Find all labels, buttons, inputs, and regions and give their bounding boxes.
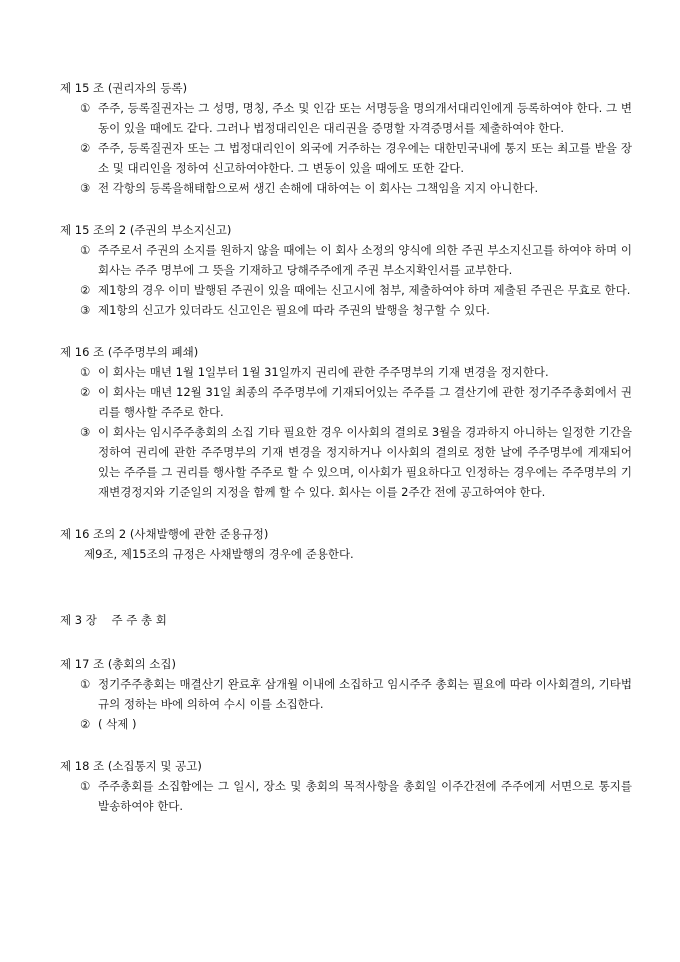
clause-number: ② — [80, 141, 91, 155]
clause-text: 주주총회를 소집함에는 그 일시, 장소 및 총회의 목적사항을 총회일 이주간전에 주주에게 서면으로 통지를 발송하여야 한다. — [98, 779, 632, 813]
article-title: 제 15 조 (권리자의 등록) — [60, 81, 188, 95]
clause-1 — [60, 776, 632, 816]
article-16 — [60, 342, 632, 502]
clause-text: 주주로서 주권의 소지를 원하지 않을 때에는 이 회사 소정의 양식에 의한 주권 부소지신고를 하여야 하며 이 회사는 주주 명부에 그 뜻을 기재하고 당해주주에게 주권 부소지확인서를 교부한다. — [98, 243, 632, 277]
clause-2 — [60, 382, 632, 422]
chapter-heading — [60, 610, 632, 630]
clause-1 — [60, 674, 632, 714]
clause-1 — [60, 240, 632, 280]
article-title: 제 16 조 (주주명부의 폐쇄) — [60, 345, 199, 359]
clause-3 — [60, 422, 632, 502]
clause-2 — [60, 714, 632, 734]
clause-3 — [60, 300, 632, 320]
article-title: 제 18 조 (소집통지 및 공고) — [60, 759, 202, 773]
clause-text: 이 회사는 매년 12월 31일 최종의 주주명부에 기재되어있는 주주를 그 결산기에 관한 정기주주총회에서 권리를 행사할 주주로 한다. — [98, 385, 632, 419]
article-15-2 — [60, 220, 632, 320]
article-15 — [60, 78, 632, 198]
clause-2 — [60, 138, 632, 178]
clause-number: ① — [80, 101, 91, 115]
article-16-2 — [60, 524, 632, 564]
clause-text: 제1항의 신고가 있더라도 신고인은 필요에 따라 주권의 발행을 청구할 수 있다. — [98, 303, 490, 317]
clause-number: ② — [80, 717, 91, 731]
article-18 — [60, 756, 632, 816]
clause-number: ③ — [80, 425, 91, 439]
clause-text: 주주, 등록질권자 또는 그 법정대리인이 외국에 거주하는 경우에는 대한민국내에 통지 또는 최고를 받을 장소 및 대리인을 정하여 신고하여야한다. 그 변동이 있을 때에도 또한 같다. — [98, 141, 633, 175]
clause-number: ② — [80, 385, 91, 399]
article-title: 제 15 조의 2 (주권의 부소지신고) — [60, 223, 232, 237]
clause-1 — [60, 98, 632, 138]
clause-2 — [60, 280, 632, 300]
clause-text: ( 삭제 ) — [98, 717, 137, 731]
clause-number: ③ — [80, 181, 91, 195]
article-title: 제 16 조의 2 (사채발행에 관한 준용규정) — [60, 527, 269, 541]
article-body: 제9조, 제15조의 규정은 사채발행의 경우에 준용한다. — [84, 547, 354, 561]
article-17 — [60, 654, 632, 734]
clause-number: ① — [80, 779, 91, 793]
clause-number: ① — [80, 677, 91, 691]
clause-number: ① — [80, 243, 91, 257]
clause-text: 이 회사는 매년 1월 1일부터 1월 31일까지 권리에 관한 주주명부의 기재 변경을 정지한다. — [98, 365, 549, 379]
clause-number: ① — [80, 365, 91, 379]
clause-text: 주주, 등록질권자는 그 성명, 명칭, 주소 및 인감 또는 서명등을 명의개서대리인에게 등록하여야 한다. 그 변동이 있을 때에도 같다. 그러나 법정대리인은 대리권을 증명할 자격증명서를 제출하여야 한다. — [98, 101, 632, 135]
clause-number: ③ — [80, 303, 91, 317]
clause-text: 이 회사는 임시주주총회의 소집 기타 필요한 경우 이사회의 결의로 3월을 경과하지 아니하는 일정한 기간을 정하여 권리에 관한 주주명부의 기재 변경을 정지하거나 이사회의 결의로 정한 날에 주주명부에 게재되어 있는 주주를 그 권리를 행사할 주주로 할 수 있으며, 이사회가 필요하다고 인정하는 경우에는 주주명부의 기재변경정지와 기준일의 지정을 함께 할 수 있다. 회사는 이를 2주간 전에 공고하여야 한다. — [98, 425, 632, 499]
chapter-title: 주 주 총 회 — [111, 613, 167, 627]
clause-3 — [60, 178, 632, 198]
clause-text: 전 각항의 등록을해태함으로써 생긴 손해에 대하여는 이 회사는 그책임을 지지 아니한다. — [98, 181, 539, 195]
clause-number: ② — [80, 283, 91, 297]
clause-text: 정기주주총회는 매결산기 완료후 삼개월 이내에 소집하고 임시주주 총회는 필요에 따라 이사회결의, 기타법규의 정하는 바에 의하여 수시 이를 소집한다. — [98, 677, 632, 711]
chapter-label: 제 3 장 — [60, 613, 97, 627]
article-title: 제 17 조 (총회의 소집) — [60, 657, 176, 671]
clause-text: 제1항의 경우 이미 발행된 주권이 있을 때에는 신고시에 첨부, 제출하여야 하며 제출된 주권은 무효로 한다. — [98, 283, 631, 297]
clause-1 — [60, 362, 632, 382]
